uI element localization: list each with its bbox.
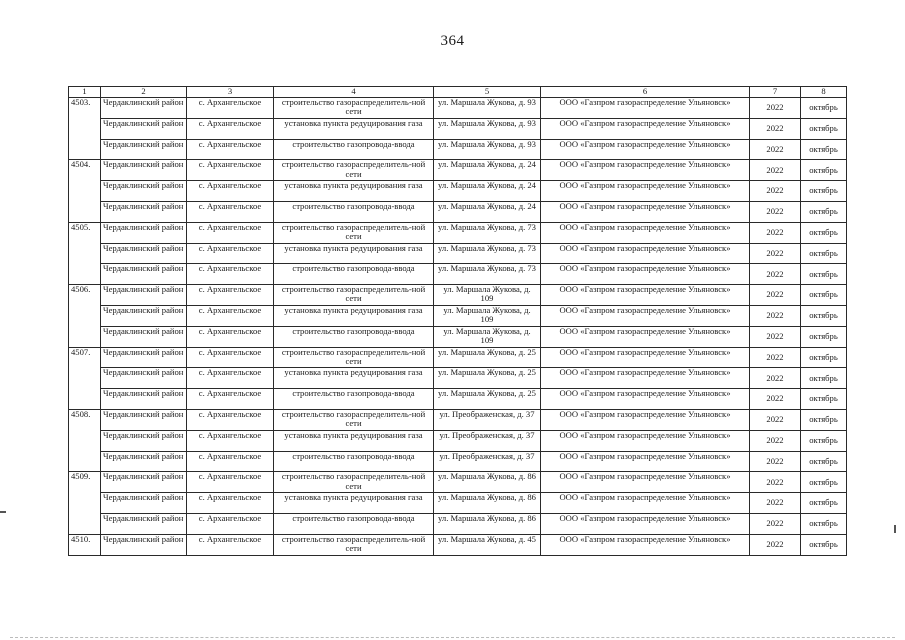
year-cell: 2022	[750, 243, 801, 264]
work-type-cell: строительство газораспределитель-ной сети	[274, 409, 434, 430]
year-cell: 2022	[750, 368, 801, 389]
year-cell: 2022	[750, 409, 801, 430]
organization-cell: ООО «Газпром газораспределение Ульяновск»	[541, 493, 750, 514]
month-cell: октябрь	[801, 285, 847, 306]
address-cell: ул. Преображенская, д. 37	[434, 430, 541, 451]
month-cell: октябрь	[801, 181, 847, 202]
page-number: 364	[440, 33, 465, 49]
village-cell: с. Архангельское	[187, 430, 274, 451]
table-row	[69, 201, 847, 222]
year-cell: 2022	[750, 285, 801, 306]
table-row	[69, 243, 847, 264]
column-header: 4	[274, 87, 434, 98]
district-cell: Чердаклинский район	[101, 201, 187, 222]
district-cell: Чердаклинский район	[101, 285, 187, 306]
district-cell: Чердаклинский район	[101, 534, 187, 555]
table-row	[69, 513, 847, 534]
address-cell: ул. Маршала Жукова, д. 24	[434, 181, 541, 202]
address-cell: ул. Маршала Жукова, д. 25	[434, 347, 541, 368]
work-type-cell: строительство газораспределитель-ной сети	[274, 98, 434, 119]
year-cell: 2022	[750, 451, 801, 472]
table-row	[69, 118, 847, 139]
table-row	[69, 389, 847, 410]
work-type-cell: строительство газопровода-ввода	[274, 451, 434, 472]
village-cell: с. Архангельское	[187, 201, 274, 222]
village-cell: с. Архангельское	[187, 285, 274, 306]
village-cell: с. Архангельское	[187, 409, 274, 430]
village-cell: с. Архангельское	[187, 243, 274, 264]
address-cell: ул. Маршала Жукова, д. 109	[434, 285, 541, 306]
organization-cell: ООО «Газпром газораспределение Ульяновск»	[541, 160, 750, 181]
organization-cell: ООО «Газпром газораспределение Ульяновск»	[541, 326, 750, 347]
work-type-cell: строительство газораспределитель-ной сети	[274, 285, 434, 306]
year-cell: 2022	[750, 347, 801, 368]
month-cell: октябрь	[801, 222, 847, 243]
village-cell: с. Архангельское	[187, 493, 274, 514]
month-cell: октябрь	[801, 305, 847, 326]
work-type-cell: установка пункта редуцирования газа	[274, 368, 434, 389]
column-header: 8	[801, 87, 847, 98]
organization-cell: ООО «Газпром газораспределение Ульяновск»	[541, 139, 750, 160]
organization-cell: ООО «Газпром газораспределение Ульяновск»	[541, 534, 750, 555]
village-cell: с. Архангельское	[187, 118, 274, 139]
work-type-cell: установка пункта редуцирования газа	[274, 118, 434, 139]
year-cell: 2022	[750, 430, 801, 451]
address-cell: ул. Маршала Жукова, д. 86	[434, 493, 541, 514]
address-cell: ул. Маршала Жукова, д. 45	[434, 534, 541, 555]
table-row	[69, 347, 847, 368]
scan-edge-mark-right	[894, 525, 896, 533]
column-header: 5	[434, 87, 541, 98]
year-cell: 2022	[750, 98, 801, 119]
village-cell: с. Архангельское	[187, 347, 274, 368]
table-row	[69, 451, 847, 472]
organization-cell: ООО «Газпром газораспределение Ульяновск»	[541, 347, 750, 368]
district-cell: Чердаклинский район	[101, 409, 187, 430]
work-type-cell: строительство газораспределитель-ной сети	[274, 472, 434, 493]
month-cell: октябрь	[801, 264, 847, 285]
column-header: 1	[69, 87, 101, 98]
month-cell: октябрь	[801, 201, 847, 222]
table-body	[69, 98, 847, 556]
work-type-cell: строительство газопровода-ввода	[274, 326, 434, 347]
district-cell: Чердаклинский район	[101, 139, 187, 160]
year-cell: 2022	[750, 534, 801, 555]
month-cell: октябрь	[801, 472, 847, 493]
work-type-cell: строительство газораспределитель-ной сети	[274, 347, 434, 368]
district-cell: Чердаклинский район	[101, 368, 187, 389]
district-cell: Чердаклинский район	[101, 181, 187, 202]
village-cell: с. Архангельское	[187, 451, 274, 472]
year-cell: 2022	[750, 305, 801, 326]
village-cell: с. Архангельское	[187, 160, 274, 181]
month-cell: октябрь	[801, 347, 847, 368]
table-row	[69, 409, 847, 430]
work-type-cell: строительство газопровода-ввода	[274, 201, 434, 222]
table-row	[69, 160, 847, 181]
village-cell: с. Архангельское	[187, 98, 274, 119]
year-cell: 2022	[750, 493, 801, 514]
district-cell: Чердаклинский район	[101, 451, 187, 472]
month-cell: октябрь	[801, 326, 847, 347]
table-row	[69, 305, 847, 326]
address-cell: ул. Маршала Жукова, д. 93	[434, 118, 541, 139]
village-cell: с. Архангельское	[187, 264, 274, 285]
district-cell: Чердаклинский район	[101, 160, 187, 181]
organization-cell: ООО «Газпром газораспределение Ульяновск»	[541, 513, 750, 534]
table-row	[69, 285, 847, 306]
work-type-cell: строительство газораспределитель-ной сети	[274, 222, 434, 243]
district-cell: Чердаклинский район	[101, 493, 187, 514]
organization-cell: ООО «Газпром газораспределение Ульяновск»	[541, 201, 750, 222]
item-number-cell: 4507.	[69, 347, 101, 409]
month-cell: октябрь	[801, 409, 847, 430]
month-cell: октябрь	[801, 534, 847, 555]
district-cell: Чердаклинский район	[101, 243, 187, 264]
table-row	[69, 264, 847, 285]
year-cell: 2022	[750, 472, 801, 493]
district-cell: Чердаклинский район	[101, 118, 187, 139]
table-row	[69, 326, 847, 347]
table-row	[69, 222, 847, 243]
address-cell: ул. Маршала Жукова, д. 25	[434, 389, 541, 410]
village-cell: с. Архангельское	[187, 472, 274, 493]
month-cell: октябрь	[801, 451, 847, 472]
year-cell: 2022	[750, 389, 801, 410]
month-cell: октябрь	[801, 118, 847, 139]
work-type-cell: установка пункта редуцирования газа	[274, 493, 434, 514]
column-header: 7	[750, 87, 801, 98]
address-cell: ул. Маршала Жукова, д. 73	[434, 264, 541, 285]
work-type-cell: строительство газопровода-ввода	[274, 513, 434, 534]
address-cell: ул. Маршала Жукова, д. 86	[434, 472, 541, 493]
address-cell: ул. Маршала Жукова, д. 24	[434, 201, 541, 222]
month-cell: октябрь	[801, 243, 847, 264]
organization-cell: ООО «Газпром газораспределение Ульяновск»	[541, 368, 750, 389]
address-cell: ул. Маршала Жукова, д. 93	[434, 98, 541, 119]
table-row	[69, 472, 847, 493]
organization-cell: ООО «Газпром газораспределение Ульяновск»	[541, 472, 750, 493]
work-type-cell: строительство газопровода-ввода	[274, 264, 434, 285]
organization-cell: ООО «Газпром газораспределение Ульяновск»	[541, 409, 750, 430]
village-cell: с. Архангельское	[187, 326, 274, 347]
district-cell: Чердаклинский район	[101, 264, 187, 285]
table-row	[69, 139, 847, 160]
month-cell: октябрь	[801, 430, 847, 451]
item-number-cell: 4509.	[69, 472, 101, 534]
year-cell: 2022	[750, 118, 801, 139]
village-cell: с. Архангельское	[187, 534, 274, 555]
item-number-cell: 4506.	[69, 285, 101, 347]
item-number-cell: 4508.	[69, 409, 101, 471]
organization-cell: ООО «Газпром газораспределение Ульяновск»	[541, 98, 750, 119]
village-cell: с. Архангельское	[187, 139, 274, 160]
address-cell: ул. Маршала Жукова, д. 109	[434, 326, 541, 347]
organization-cell: ООО «Газпром газораспределение Ульяновск»	[541, 451, 750, 472]
month-cell: октябрь	[801, 513, 847, 534]
district-cell: Чердаклинский район	[101, 430, 187, 451]
work-type-cell: строительство газораспределитель-ной сети	[274, 534, 434, 555]
table-row	[69, 534, 847, 555]
address-cell: ул. Преображенская, д. 37	[434, 409, 541, 430]
work-type-cell: установка пункта редуцирования газа	[274, 430, 434, 451]
organization-cell: ООО «Газпром газораспределение Ульяновск»	[541, 264, 750, 285]
scan-artifact-line	[10, 636, 895, 638]
district-cell: Чердаклинский район	[101, 222, 187, 243]
address-cell: ул. Маршала Жукова, д. 93	[434, 139, 541, 160]
organization-cell: ООО «Газпром газораспределение Ульяновск»	[541, 222, 750, 243]
address-cell: ул. Маршала Жукова, д. 109	[434, 305, 541, 326]
year-cell: 2022	[750, 326, 801, 347]
district-cell: Чердаклинский район	[101, 472, 187, 493]
table-row	[69, 493, 847, 514]
work-type-cell: строительство газопровода-ввода	[274, 139, 434, 160]
village-cell: с. Архангельское	[187, 181, 274, 202]
item-number-cell: 4503.	[69, 98, 101, 160]
month-cell: октябрь	[801, 368, 847, 389]
table-row	[69, 430, 847, 451]
month-cell: октябрь	[801, 139, 847, 160]
gasification-schedule-table	[68, 86, 847, 556]
district-cell: Чердаклинский район	[101, 326, 187, 347]
month-cell: октябрь	[801, 160, 847, 181]
district-cell: Чердаклинский район	[101, 98, 187, 119]
column-header: 3	[187, 87, 274, 98]
address-cell: ул. Преображенская, д. 37	[434, 451, 541, 472]
table-row	[69, 98, 847, 119]
district-cell: Чердаклинский район	[101, 305, 187, 326]
address-cell: ул. Маршала Жукова, д. 24	[434, 160, 541, 181]
village-cell: с. Архангельское	[187, 368, 274, 389]
work-type-cell: установка пункта редуцирования газа	[274, 305, 434, 326]
district-cell: Чердаклинский район	[101, 389, 187, 410]
district-cell: Чердаклинский район	[101, 347, 187, 368]
year-cell: 2022	[750, 513, 801, 534]
address-cell: ул. Маршала Жукова, д. 25	[434, 368, 541, 389]
year-cell: 2022	[750, 201, 801, 222]
village-cell: с. Архангельское	[187, 222, 274, 243]
table-row	[69, 368, 847, 389]
item-number-cell: 4505.	[69, 222, 101, 284]
item-number-cell: 4504.	[69, 160, 101, 222]
village-cell: с. Архангельское	[187, 389, 274, 410]
district-cell: Чердаклинский район	[101, 513, 187, 534]
item-number-cell: 4510.	[69, 534, 101, 555]
month-cell: октябрь	[801, 98, 847, 119]
month-cell: октябрь	[801, 493, 847, 514]
work-type-cell: установка пункта редуцирования газа	[274, 243, 434, 264]
organization-cell: ООО «Газпром газораспределение Ульяновск»	[541, 285, 750, 306]
organization-cell: ООО «Газпром газораспределение Ульяновск»	[541, 118, 750, 139]
village-cell: с. Архангельское	[187, 305, 274, 326]
column-header: 2	[101, 87, 187, 98]
year-cell: 2022	[750, 139, 801, 160]
year-cell: 2022	[750, 222, 801, 243]
organization-cell: ООО «Газпром газораспределение Ульяновск»	[541, 305, 750, 326]
scan-edge-mark-left	[0, 511, 6, 513]
work-type-cell: установка пункта редуцирования газа	[274, 181, 434, 202]
year-cell: 2022	[750, 264, 801, 285]
organization-cell: ООО «Газпром газораспределение Ульяновск»	[541, 181, 750, 202]
address-cell: ул. Маршала Жукова, д. 86	[434, 513, 541, 534]
work-type-cell: строительство газопровода-ввода	[274, 389, 434, 410]
organization-cell: ООО «Газпром газораспределение Ульяновск»	[541, 389, 750, 410]
address-cell: ул. Маршала Жукова, д. 73	[434, 222, 541, 243]
organization-cell: ООО «Газпром газораспределение Ульяновск»	[541, 430, 750, 451]
village-cell: с. Архангельское	[187, 513, 274, 534]
year-cell: 2022	[750, 181, 801, 202]
table-row	[69, 181, 847, 202]
work-type-cell: строительство газораспределитель-ной сети	[274, 160, 434, 181]
month-cell: октябрь	[801, 389, 847, 410]
column-header: 6	[541, 87, 750, 98]
organization-cell: ООО «Газпром газораспределение Ульяновск»	[541, 243, 750, 264]
header-row	[69, 87, 847, 98]
address-cell: ул. Маршала Жукова, д. 73	[434, 243, 541, 264]
year-cell: 2022	[750, 160, 801, 181]
